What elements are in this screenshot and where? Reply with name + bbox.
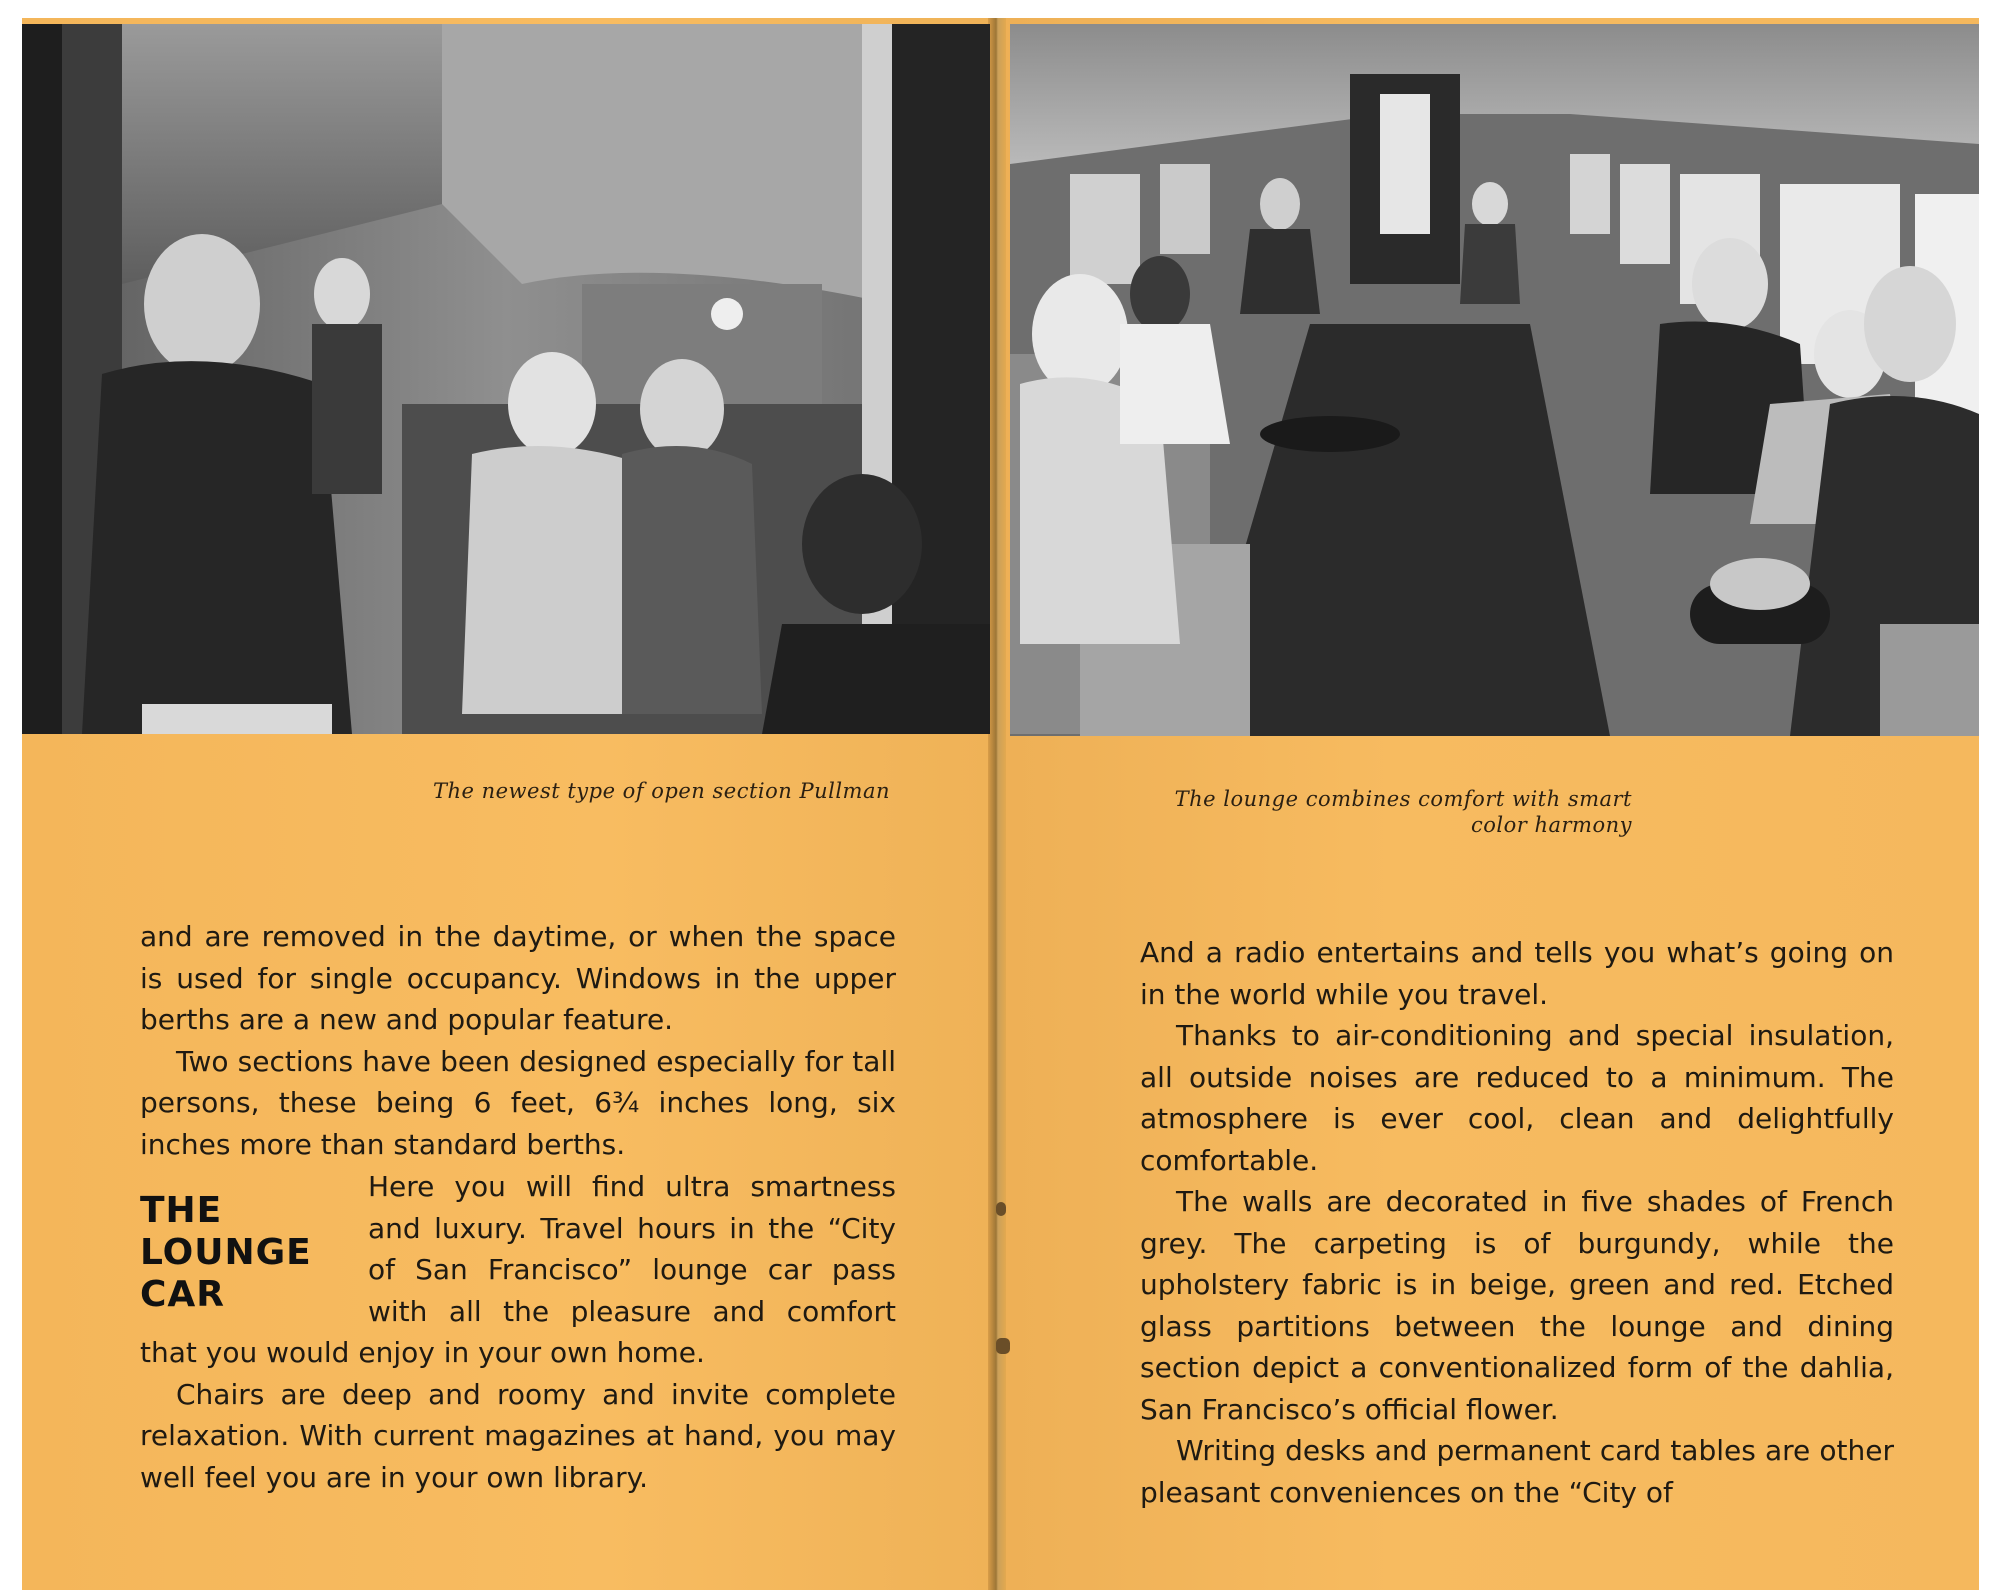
pullman-section-photo xyxy=(22,24,990,734)
lounge-caption-line1: The lounge combines comfort with smart xyxy=(1174,787,1632,811)
paragraph: The walls are decorated in five shades of French grey. The carpeting is of burgundy, while the upholstery fabric is in beige, green and red. Etched glass partitions between the lounge and dining section depict a conventionalized form of the dahlia, San Francisco’s official flower. xyxy=(1140,1185,1894,1426)
paragraph: Thanks to air-conditioning and special insulation, all outside noises are reduced to a minimum. The atmosphere is ever cool, clean and delightfully comfortable. xyxy=(1140,1019,1894,1177)
left-body-top xyxy=(140,916,896,1165)
right-body xyxy=(1140,932,1894,1513)
heading-line: THE xyxy=(140,1190,223,1231)
heading-line: LOUNGE xyxy=(140,1232,312,1273)
paragraph: Here you will find ultra smartness and luxury. Travel hours in the “City of San Francisco” lounge car pass with all the pleasure and comfort that you would enjoy in your own home. xyxy=(140,1170,896,1369)
paragraph: And a radio entertains and tells you what’s going on in the world while you travel. xyxy=(1140,936,1894,1011)
paragraph: Chairs are deep and roomy and invite complete relaxation. With current magazines at hand, you may well feel you are in your own library. xyxy=(140,1377,896,1494)
lounge-car-photo xyxy=(1010,24,1979,736)
lounge-photo-caption xyxy=(1136,786,1632,838)
heading-float-spacer xyxy=(140,1166,368,1332)
binding-staple xyxy=(996,1338,1010,1354)
page-gutter xyxy=(988,18,1006,1590)
left-section-intro xyxy=(140,1166,896,1498)
paragraph: Writing desks and permanent card tables are other pleasant conveniences on the “City of xyxy=(1140,1434,1894,1509)
paragraph: Two sections have been designed especially for tall persons, these being 6 feet, 6¾ inches long, six inches more than standard berths. xyxy=(140,1044,896,1161)
lounge-caption-line2: color harmony xyxy=(1470,813,1632,837)
pullman-photo-caption: The newest type of open section Pullman xyxy=(432,779,890,803)
paragraph: and are removed in the daytime, or when the space is used for single occupancy. Windows in the upper berths are a new and popular feature. xyxy=(140,920,896,1036)
binding-staple xyxy=(996,1202,1006,1216)
heading-line: CAR xyxy=(140,1274,226,1315)
